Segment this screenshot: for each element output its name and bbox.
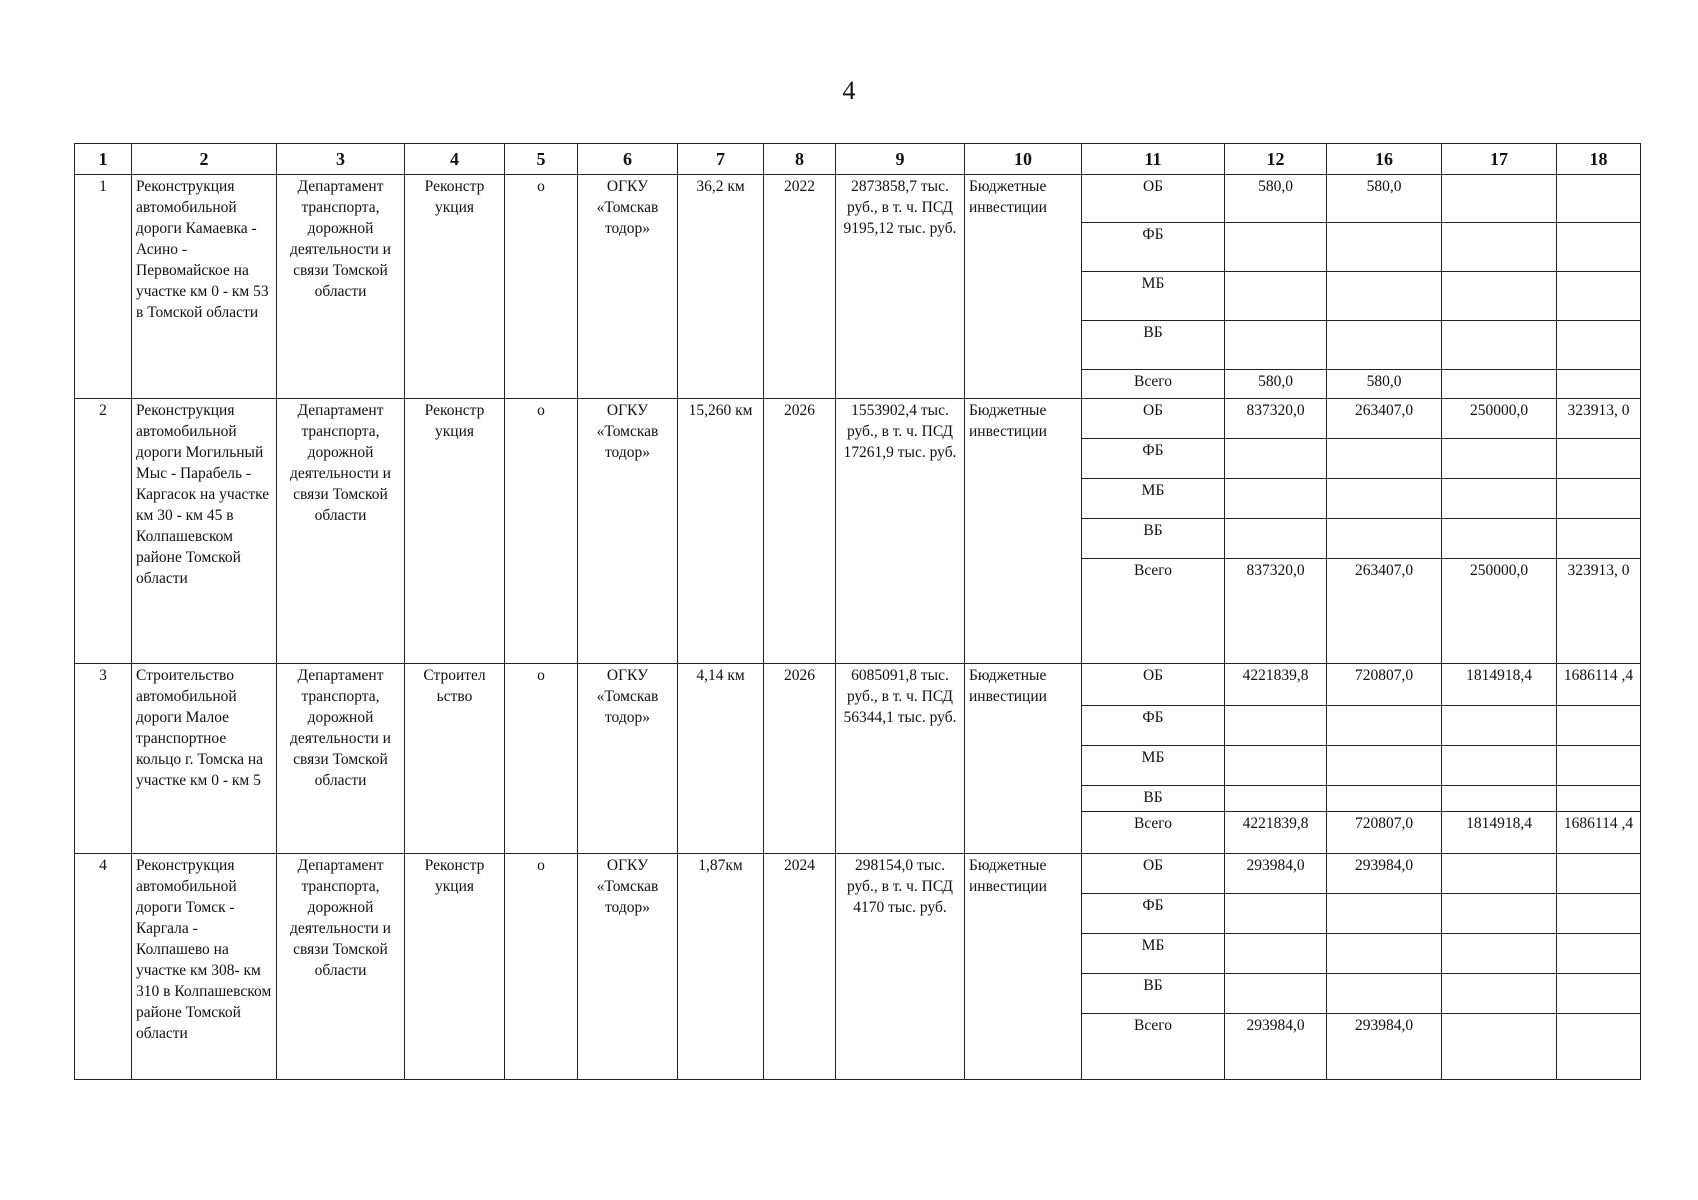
amount-c18 — [1557, 439, 1641, 479]
amount-c16 — [1327, 786, 1442, 812]
funding-source: ФБ — [1082, 706, 1225, 746]
column-5-value: о — [505, 175, 578, 399]
funding-source: ВБ — [1082, 786, 1225, 812]
department: Департамент транспорта, дорожной деятельности и связи Томской области — [277, 854, 405, 1080]
amount-c12 — [1225, 894, 1327, 934]
table-row — [75, 664, 1641, 706]
amount-c18: 323913, 0 — [1557, 399, 1641, 439]
amount-c17 — [1442, 175, 1557, 223]
amount-c17 — [1442, 1014, 1557, 1080]
row-number: 2 — [75, 399, 132, 664]
amount-c16 — [1327, 894, 1442, 934]
column-5-value: о — [505, 399, 578, 664]
amount-c16 — [1327, 974, 1442, 1014]
amount-c17 — [1442, 706, 1557, 746]
amount-c18 — [1557, 746, 1641, 786]
column-header: 6 — [578, 144, 678, 175]
funding-source: ВБ — [1082, 519, 1225, 559]
object-name: Реконструкция автомобильной дороги Могильный Мыс - Парабель - Каргасок на участке км 30 - км 45 в Колпашевском районе Томской области — [132, 399, 277, 664]
column-header: 16 — [1327, 144, 1442, 175]
amount-c17 — [1442, 223, 1557, 272]
investment-type: Бюджетные инвестиции — [965, 175, 1082, 399]
table-body — [75, 175, 1641, 1080]
amount-c18: 323913, 0 — [1557, 559, 1641, 664]
column-header: 10 — [965, 144, 1082, 175]
investment-type: Бюджетные инвестиции — [965, 854, 1082, 1080]
amount-c12: 4221839,8 — [1225, 664, 1327, 706]
department: Департамент транспорта, дорожной деятельности и связи Томской области — [277, 175, 405, 399]
amount-c16 — [1327, 479, 1442, 519]
amount-c16 — [1327, 519, 1442, 559]
amount-c12: 293984,0 — [1225, 854, 1327, 894]
amount-c12: 580,0 — [1225, 175, 1327, 223]
funding-source: ОБ — [1082, 664, 1225, 706]
funding-source: Всего — [1082, 370, 1225, 399]
amount-c12 — [1225, 706, 1327, 746]
estimated-cost: 6085091,8 тыс. руб., в т. ч. ПСД 56344,1 тыс. руб. — [836, 664, 965, 854]
amount-c16: 263407,0 — [1327, 399, 1442, 439]
amount-c17: 250000,0 — [1442, 559, 1557, 664]
column-header: 7 — [678, 144, 764, 175]
amount-c18 — [1557, 370, 1641, 399]
table-row — [75, 854, 1641, 894]
amount-c12 — [1225, 272, 1327, 321]
department: Департамент транспорта, дорожной деятельности и связи Томской области — [277, 664, 405, 854]
amount-c12: 293984,0 — [1225, 1014, 1327, 1080]
commissioning-year: 2024 — [764, 854, 836, 1080]
amount-c18 — [1557, 854, 1641, 894]
amount-c12: 837320,0 — [1225, 559, 1327, 664]
amount-c16: 580,0 — [1327, 370, 1442, 399]
amount-c17 — [1442, 370, 1557, 399]
estimated-cost: 2873858,7 тыс. руб., в т. ч. ПСД 9195,12 тыс. руб. — [836, 175, 965, 399]
investment-type: Бюджетные инвестиции — [965, 664, 1082, 854]
funding-source: МБ — [1082, 479, 1225, 519]
amount-c16 — [1327, 706, 1442, 746]
funding-source: ФБ — [1082, 894, 1225, 934]
funding-source: МБ — [1082, 934, 1225, 974]
amount-c16 — [1327, 934, 1442, 974]
amount-c16 — [1327, 746, 1442, 786]
amount-c18 — [1557, 894, 1641, 934]
column-header: 4 — [405, 144, 505, 175]
column-5-value: о — [505, 664, 578, 854]
funding-source: Всего — [1082, 1014, 1225, 1080]
row-number: 3 — [75, 664, 132, 854]
header-row — [75, 144, 1641, 175]
column-header: 5 — [505, 144, 578, 175]
amount-c18 — [1557, 934, 1641, 974]
commissioning-year: 2022 — [764, 175, 836, 399]
funding-source: ОБ — [1082, 854, 1225, 894]
amount-c18: 1686114 ,4 — [1557, 812, 1641, 854]
funding-source: ФБ — [1082, 439, 1225, 479]
amount-c16 — [1327, 223, 1442, 272]
amount-c17 — [1442, 746, 1557, 786]
amount-c16: 580,0 — [1327, 175, 1442, 223]
department: Департамент транспорта, дорожной деятельности и связи Томской области — [277, 399, 405, 664]
amount-c16: 293984,0 — [1327, 854, 1442, 894]
work-type: Строител ьство — [405, 664, 505, 854]
amount-c18 — [1557, 706, 1641, 746]
amount-c16: 720807,0 — [1327, 812, 1442, 854]
amount-c17: 1814918,4 — [1442, 664, 1557, 706]
road-length: 36,2 км — [678, 175, 764, 399]
work-type: Реконстр укция — [405, 854, 505, 1080]
investment-table — [74, 143, 1641, 1080]
amount-c18 — [1557, 786, 1641, 812]
amount-c16: 720807,0 — [1327, 664, 1442, 706]
amount-c12 — [1225, 479, 1327, 519]
customer-org: ОГКУ «Томскав тодор» — [578, 854, 678, 1080]
funding-source: МБ — [1082, 272, 1225, 321]
amount-c17 — [1442, 894, 1557, 934]
amount-c17 — [1442, 519, 1557, 559]
amount-c12 — [1225, 974, 1327, 1014]
commissioning-year: 2026 — [764, 664, 836, 854]
amount-c17: 250000,0 — [1442, 399, 1557, 439]
amount-c17 — [1442, 786, 1557, 812]
funding-source: МБ — [1082, 746, 1225, 786]
amount-c18 — [1557, 223, 1641, 272]
funding-source: Всего — [1082, 812, 1225, 854]
amount-c16 — [1327, 439, 1442, 479]
amount-c16: 263407,0 — [1327, 559, 1442, 664]
amount-c16 — [1327, 272, 1442, 321]
column-header: 3 — [277, 144, 405, 175]
column-header: 11 — [1082, 144, 1225, 175]
work-type: Реконстр укция — [405, 399, 505, 664]
page-number: 4 — [842, 76, 856, 105]
amount-c18 — [1557, 321, 1641, 370]
amount-c18 — [1557, 175, 1641, 223]
column-header: 17 — [1442, 144, 1557, 175]
work-type: Реконстр укция — [405, 175, 505, 399]
amount-c17 — [1442, 934, 1557, 974]
column-header: 8 — [764, 144, 836, 175]
estimated-cost: 298154,0 тыс. руб., в т. ч. ПСД 4170 тыс. руб. — [836, 854, 965, 1080]
amount-c18 — [1557, 479, 1641, 519]
customer-org: ОГКУ «Томскав тодор» — [578, 664, 678, 854]
amount-c17 — [1442, 439, 1557, 479]
amount-c18 — [1557, 519, 1641, 559]
amount-c12 — [1225, 223, 1327, 272]
column-5-value: о — [505, 854, 578, 1080]
road-length: 1,87км — [678, 854, 764, 1080]
amount-c12: 837320,0 — [1225, 399, 1327, 439]
customer-org: ОГКУ «Томскав тодор» — [578, 399, 678, 664]
amount-c12: 580,0 — [1225, 370, 1327, 399]
funding-source: ОБ — [1082, 399, 1225, 439]
row-number: 4 — [75, 854, 132, 1080]
estimated-cost: 1553902,4 тыс. руб., в т. ч. ПСД 17261,9 тыс. руб. — [836, 399, 965, 664]
amount-c17 — [1442, 272, 1557, 321]
column-header: 12 — [1225, 144, 1327, 175]
object-name: Строительство автомобильной дороги Малое транспортное кольцо г. Томска на участке км 0 - км 5 — [132, 664, 277, 854]
amount-c17 — [1442, 321, 1557, 370]
row-number: 1 — [75, 175, 132, 399]
amount-c16 — [1327, 321, 1442, 370]
road-length: 4,14 км — [678, 664, 764, 854]
column-header: 18 — [1557, 144, 1641, 175]
funding-source: ВБ — [1082, 321, 1225, 370]
funding-source: ОБ — [1082, 175, 1225, 223]
amount-c12 — [1225, 786, 1327, 812]
amount-c17 — [1442, 854, 1557, 894]
amount-c17: 1814918,4 — [1442, 812, 1557, 854]
funding-source: ВБ — [1082, 974, 1225, 1014]
column-header: 2 — [132, 144, 277, 175]
column-header: 1 — [75, 144, 132, 175]
amount-c17 — [1442, 974, 1557, 1014]
amount-c18 — [1557, 272, 1641, 321]
amount-c17 — [1442, 479, 1557, 519]
table-row — [75, 175, 1641, 223]
road-length: 15,260 км — [678, 399, 764, 664]
commissioning-year: 2026 — [764, 399, 836, 664]
customer-org: ОГКУ «Томскав тодор» — [578, 175, 678, 399]
amount-c12 — [1225, 746, 1327, 786]
funding-source: Всего — [1082, 559, 1225, 664]
investment-type: Бюджетные инвестиции — [965, 399, 1082, 664]
amount-c16: 293984,0 — [1327, 1014, 1442, 1080]
amount-c18 — [1557, 1014, 1641, 1080]
amount-c12 — [1225, 519, 1327, 559]
amount-c12: 4221839,8 — [1225, 812, 1327, 854]
column-header: 9 — [836, 144, 965, 175]
object-name: Реконструкция автомобильной дороги Томск - Каргала - Колпашево на участке км 308- км 310 в Колпашевском районе Томской области — [132, 854, 277, 1080]
amount-c12 — [1225, 321, 1327, 370]
amount-c18 — [1557, 974, 1641, 1014]
table-row — [75, 399, 1641, 439]
amount-c18: 1686114 ,4 — [1557, 664, 1641, 706]
amount-c12 — [1225, 439, 1327, 479]
funding-source: ФБ — [1082, 223, 1225, 272]
object-name: Реконструкция автомобильной дороги Камаевка - Асино - Первомайское на участке км 0 - км 53 в Томской области — [132, 175, 277, 399]
amount-c12 — [1225, 934, 1327, 974]
